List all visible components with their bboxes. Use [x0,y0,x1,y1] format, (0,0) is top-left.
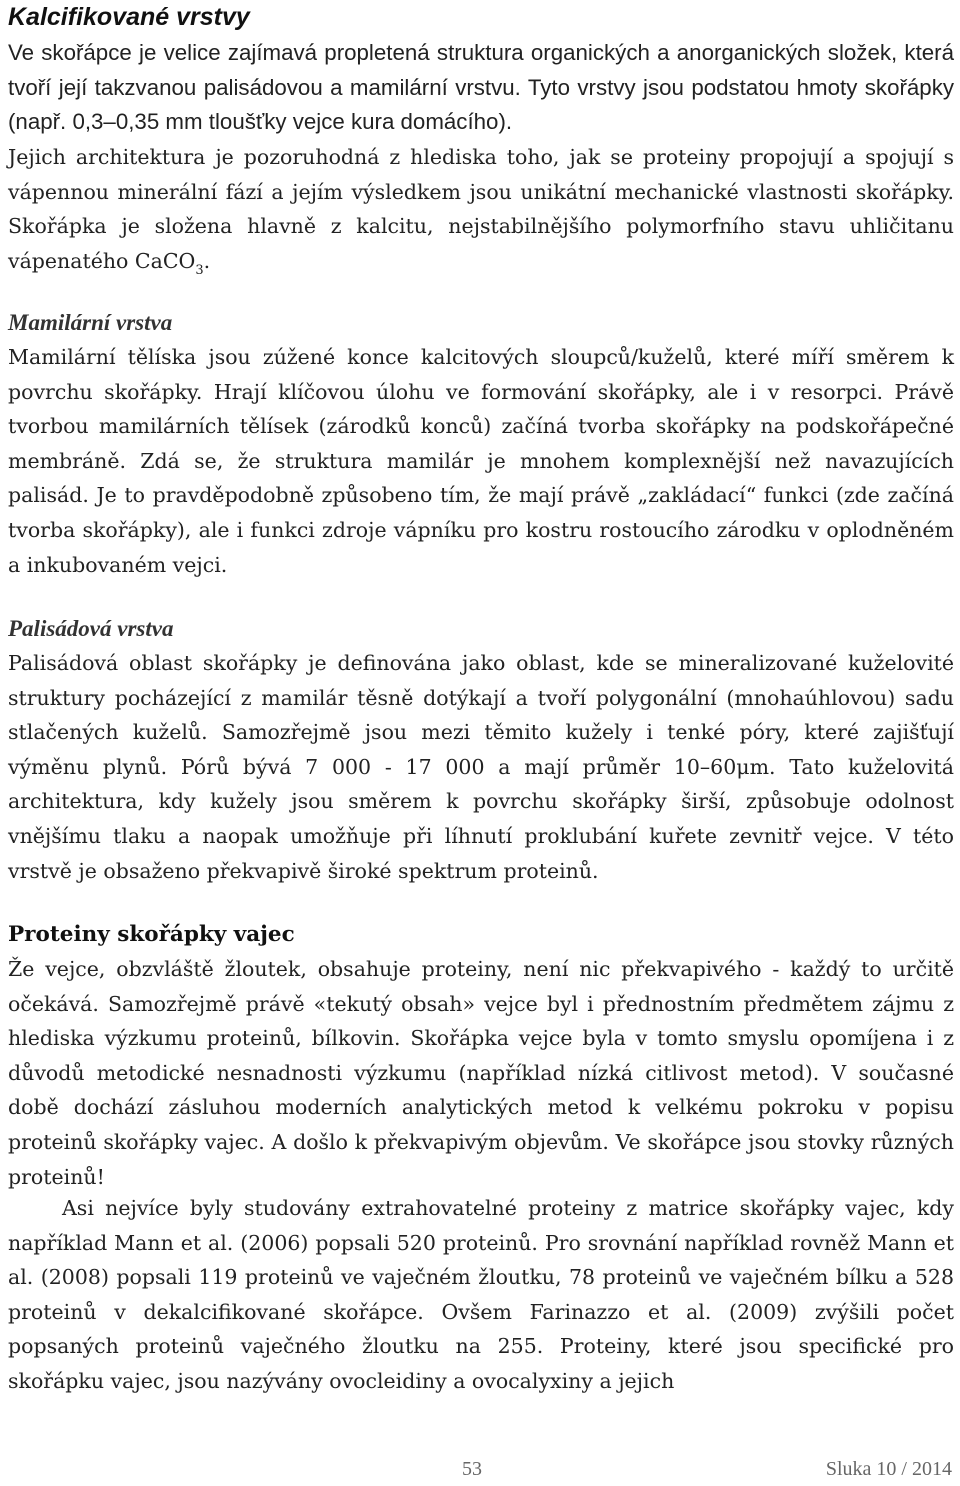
proteins-paragraph-1: Že vejce, obzvláště žloutek, obsahuje proteiny, není nic překvapivého - každý to určitě očekává. Samozřejmě právě «tekutý obsah» vejce byl i přednostním předmětem zájmu z hlediska výzkumu proteinů, bílkovin. Skořápka vejce byla v tomto smyslu opomíjena i z důvodů metodické nesnadnosti výzkumu (například nízká citlivost metod). V současné době dochází zásluhou moderních analytických metod k velkému pokroku v popisu proteinů skořápky vajec. A došlo k překvapivým objevům. Ve skořápce jsou stovky různých proteinů! [8,957,954,1189]
journal-issue-label: Sluka 10 / 2014 [825,1458,952,1480]
intro-paragraph-part1: Ve skořápce je velice zajímavá propletená struktura organických a anorganických složek, která tvoří její takzvanou palisádovou a mamilární vrstvu. Tyto vrstvy jsou podstatou hmoty skořápky (např. 0,3–0,35 mm tloušťky vejce kura domácího). [8,40,954,135]
chemical-subscript: 3 [195,262,204,278]
proteins-paragraph-2: Asi nejvíce byly studovány extrahovatelné proteiny z matrice skořápky vajec, kdy například Mann et al. (2006) popsali 520 proteinů. Pro srovnání například rovněž Mann et al. (2008) popsali 119 proteinů ve vaječném žloutku, 78 proteinů ve vaječném bílku a 528 proteinů v dekalcifikované skořápce. Ovšem Farinazzo et al. (2009) zvýšili počet popsaných proteinů vaječného žloutku na 255. Proteiny, které jsou specifické pro skořápku vajec, jsou nazývány ovocleidiny a ovocalyxiny a jejich [8,1196,954,1393]
section-title-proteins: Proteiny skořápky vajec [8,922,295,947]
intro-text: Jejich architektura je pozoruhodná z hlediska toho, jak se proteiny propojují a spojují s vápennou minerální fází a jejím výsledkem jsou unikátní mechanické vlastnosti skořápky. Skořápka je složena hlavně z kalcitu, nejstabilnějšího polymorfního stavu uhličitanu vápenatého CaCO [8,145,954,273]
mamillary-paragraph: Mamilární tělíska jsou zúžené konce kalcitových sloupců/kuželů, které míří směrem k povrchu skořápky. Hrají klíčovou úlohu ve formování skořápky, ale i v resorpci. Právě tvorbou mamilárních tělísek (zárodků konců) začíná tvorba skořápky na podskořápečné membráně. Zdá se, že struktura mamilár je mnohem komplexnější než navazujících palisád. Je to pravděpodobně způsobeno tím, že mají právě „zakládací“ funkci (zde začíná tvorba skořápky), ale i funkci zdroje vápníku pro kostru rostoucího zárodku v oplodněném a inkubovaném vejci. [8,345,954,577]
section-title-palisade: Palisádová vrstva [8,616,174,641]
palisade-paragraph: Palisádová oblast skořápky je definována jako oblast, kde se mineralizované kuželovité struktury pocházející z mamilár těsně dotýkají a tvoří polygonální (mnohaúhlovou) sadu stlačených kuželů. Samozřejmě jsou mezi těmito kužely i tenké póry, které zajišťují výměnu plynů. Pórů bývá 7 000 - 17 000 a mají průměr 10–60μm. Tato kuželovitá architektura, kdy kužely jsou směrem k povrchu skořápky širší, způsobuje odolnost vnějšímu tlaku a naopak umožňuje při líhnutí proklubání kuřete zevnitř vejce. V této vrstvě je obsaženo překvapivě široké spektrum proteinů. [8,651,954,883]
intro-paragraph-part2 [8,140,954,278]
intro-end: . [203,248,211,273]
section-title-mamillary: Mamilární vrstva [8,310,173,335]
section-heading-calcified-layers: Kalcifikované vrstvy [8,3,250,31]
page-number: 53 [462,1458,482,1480]
